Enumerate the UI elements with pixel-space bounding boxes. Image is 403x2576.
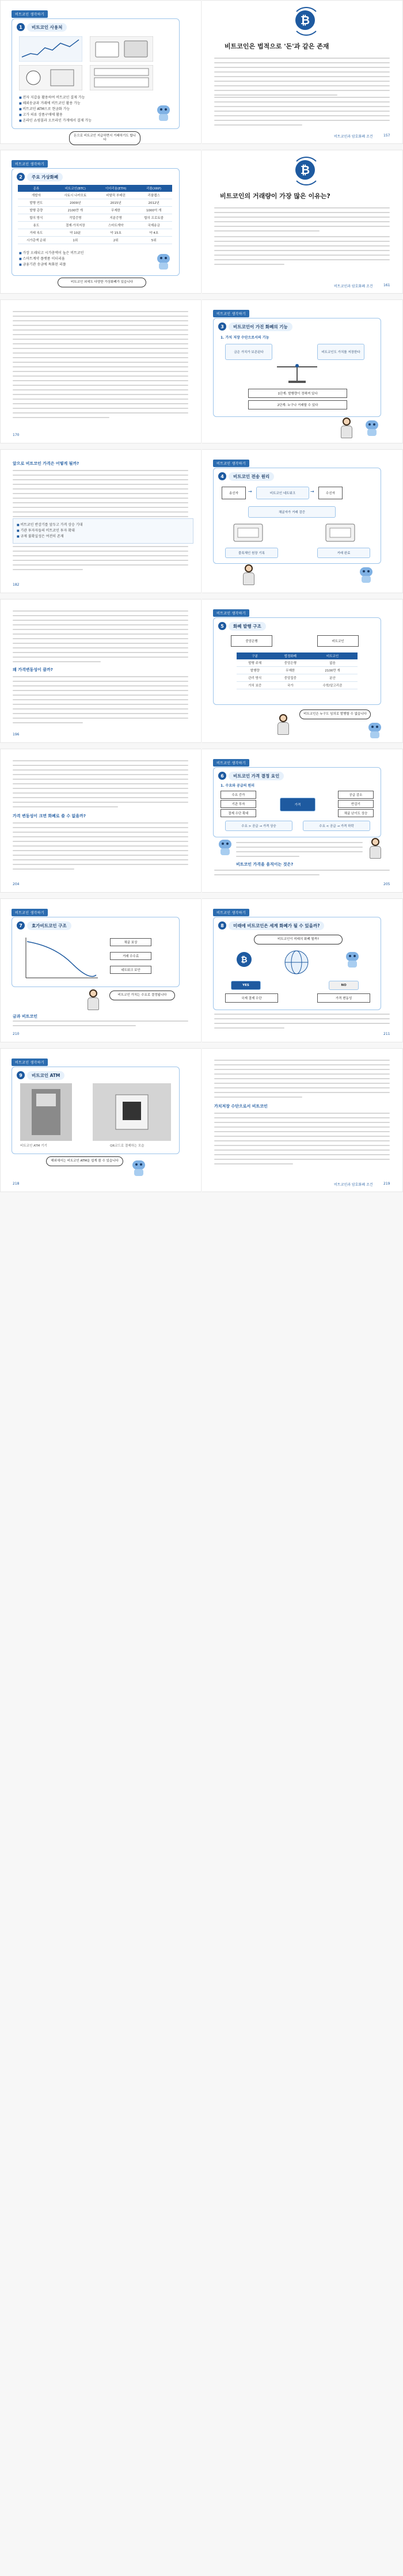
body-text: [13, 546, 188, 574]
issuance-table: [237, 652, 358, 689]
body-text: [214, 1113, 390, 1168]
question-bubble: 비트코인이 미래의 화폐 될까?: [254, 935, 343, 944]
woman-character: [86, 989, 100, 1010]
card-number: 1: [17, 23, 25, 31]
section-tag: 비트코인 생각하기: [213, 909, 249, 916]
info-card: [12, 917, 180, 987]
table-cell: 중앙은행: [273, 659, 307, 667]
bitcoin-icon: ₿: [237, 952, 252, 967]
body-text: [214, 870, 390, 879]
qr-payment-photo: [93, 1083, 171, 1141]
card-title: [218, 921, 324, 930]
page-left: [0, 898, 202, 1042]
table-cell: 발행량: [237, 667, 273, 674]
page-number: 196: [13, 733, 20, 737]
con-box: 가격 변동성: [317, 993, 370, 1003]
ledger-icon: [323, 521, 358, 544]
chapter-heading: 비트코인의 거래량이 가장 많은 이유는?: [220, 192, 330, 200]
factor-box: 반감기: [338, 800, 374, 808]
body-text: [214, 1060, 390, 1101]
robot-mascot: [157, 254, 170, 270]
card-title: [17, 22, 67, 32]
table-cell: 2009년: [55, 199, 96, 207]
info-card: [213, 617, 381, 705]
ledger-box: 블록체인 원장 기록: [225, 548, 278, 558]
table-cell: 2위: [96, 237, 135, 244]
page-background: [0, 1198, 403, 2576]
chart-thumbnail: [19, 36, 82, 62]
table-cell: 2100만 개: [55, 207, 96, 214]
page-left: [0, 1048, 202, 1192]
running-footer: 비트코인과 암호화폐 조건: [334, 284, 373, 289]
robot-mascot: [157, 105, 170, 122]
table-cell: 중앙집중: [273, 674, 307, 682]
page-number: 204: [13, 882, 20, 886]
table-header: 구분: [237, 652, 273, 659]
bullet-item: ■ 온라인 쇼핑몰과 오프라인 가게에서 결제 가능: [19, 118, 134, 124]
section-subhead: 앞으로 비트코인 가격은 어떻게 될까?: [13, 461, 79, 466]
card-bullets: [19, 95, 134, 124]
bullet-item: ■ 금융기관 송금에 특화된 리플: [19, 262, 146, 268]
body-text: [214, 97, 390, 129]
atm-thumbnail: [19, 65, 82, 90]
globe-icon: [283, 949, 310, 976]
card-number: 4: [218, 472, 226, 480]
arrow-right-icon: →: [310, 489, 314, 494]
card-number: 9: [17, 1071, 25, 1079]
table-cell: 발행 주체: [237, 659, 273, 667]
balance-scale-icon: [271, 361, 323, 384]
table-cell: 약 15초: [96, 229, 135, 237]
table-row: [237, 667, 358, 674]
info-card: [213, 318, 381, 417]
bitcoin-icon: ₿: [295, 160, 315, 180]
card-number: 8: [218, 921, 226, 930]
bullet-item: ■ 가장 오래되고 시가총액이 높은 비트코인: [19, 251, 146, 256]
body-text: [13, 610, 188, 666]
card-title: [17, 921, 71, 930]
section-tag: 비트코인 생각하기: [12, 1059, 48, 1066]
store-of-value-box: 비트코인도 가치를 저장한다: [317, 344, 364, 360]
table-cell: 사토시 나카모토: [55, 192, 96, 199]
page-number: 210: [13, 1032, 20, 1036]
table-header: 법정화폐: [273, 652, 307, 659]
page-right: [202, 299, 403, 443]
spread-5: [0, 599, 403, 743]
table-cell: 수학/알고리즘: [307, 682, 358, 689]
card-subtitle: 1. 수요와 공급의 원리: [220, 784, 255, 788]
page-right: [202, 449, 403, 593]
payment-thumbnail: [90, 36, 153, 62]
body-text: [214, 236, 390, 268]
section-tag: 비트코인 생각하기: [213, 609, 249, 617]
table-cell: 작업증명: [55, 214, 96, 222]
card-number: 7: [17, 921, 25, 930]
body-text: [13, 470, 188, 525]
yes-label: YES: [231, 981, 261, 990]
table-cell: 분산: [307, 674, 358, 682]
spread-3: [0, 299, 403, 443]
body-text: [13, 1020, 188, 1030]
label-box: 채굴 보상: [110, 938, 151, 946]
woman-character: [276, 714, 290, 735]
table-header-row: [18, 185, 172, 192]
info-card: [213, 917, 381, 1010]
body-text: [214, 1014, 390, 1032]
card-number: 6: [218, 772, 226, 780]
section-subhead: 비트코인 가격을 움직이는 것은?: [236, 862, 294, 867]
info-card: [12, 168, 180, 276]
table-cell: 약 10분: [55, 229, 96, 237]
info-card: [213, 767, 381, 837]
table-row: [237, 682, 358, 689]
atm-photo: [20, 1083, 72, 1141]
body-text: [236, 842, 363, 860]
table-cell: 합의 방식: [18, 214, 55, 222]
card-title: [218, 621, 266, 631]
table-cell: 비탈릭 부테린: [96, 192, 135, 199]
page-number: 170: [13, 433, 20, 437]
table-row: [18, 199, 172, 207]
spread-1: [0, 0, 403, 144]
table-cell: 리플랩스: [135, 192, 172, 199]
factor-box: 공급 감소: [338, 791, 374, 799]
table-header-row: [237, 652, 358, 659]
table-cell: 발행 총량: [18, 207, 55, 214]
robot-mascot: [366, 420, 378, 437]
table-header: 이더리움(ETH): [96, 185, 135, 192]
bullet-item: ■ 스마트계약 플랫폼 이더리움: [19, 256, 146, 262]
key-points: [13, 518, 193, 544]
complete-box: 거래 완료: [317, 548, 370, 558]
spread-2: [0, 150, 403, 294]
table-cell: 2100만 개: [307, 667, 358, 674]
page-number: 161: [383, 283, 390, 287]
bitcoin-icon: ₿: [295, 10, 315, 30]
card-number: 5: [218, 622, 226, 630]
table-cell: 5위: [135, 237, 172, 244]
card-title-text: 주요 가상화폐: [27, 173, 63, 181]
speech-bubble: 해외에서는 비트코인 ATM을 쉽게 볼 수 있습니다: [46, 1156, 123, 1166]
table-cell: 1위: [55, 237, 96, 244]
table-cell: 개발자: [18, 192, 55, 199]
body-text: [13, 760, 188, 811]
page-number: 219: [383, 1182, 390, 1186]
table-cell: 가치 보증: [237, 682, 273, 689]
section-subhead: 가격 변동성이 크면 화폐로 쓸 수 없을까?: [13, 814, 86, 818]
robot-mascot: [368, 723, 381, 739]
running-footer: 비트코인과 암호화폐 조건: [334, 1183, 373, 1187]
spread-4: [0, 449, 403, 593]
robot-mascot: [346, 952, 359, 968]
bullet-item: ■ 전자 지갑을 활용하여 비트코인 결제 가능: [19, 95, 134, 101]
info-card: [12, 1067, 180, 1154]
factor-box: 기관 투자: [220, 800, 256, 808]
table-cell: 관리 방식: [237, 674, 273, 682]
robot-mascot: [219, 840, 231, 856]
table-row: [18, 192, 172, 199]
bullet-item: ■ 비트코인 반감기를 앞두고 가격 상승 기대: [17, 522, 189, 528]
table-row: [18, 214, 172, 222]
page-right: [202, 749, 403, 893]
bullet-item: ■ 해외송금과 거래에 비트코인 활용 가능: [19, 101, 134, 107]
supply-curve-diagram: [20, 935, 101, 981]
section-tag: 비트코인 생각하기: [12, 10, 48, 18]
spread-8: [0, 1048, 403, 1192]
card-title: [17, 1071, 64, 1080]
section-subhead: 가치저장 수단으로서 비트코인: [214, 1104, 268, 1109]
section-subhead: 금과 비트코인: [13, 1014, 38, 1019]
table-cell: 약 4초: [135, 229, 172, 237]
pro-box: 국제 결제 수단: [225, 993, 278, 1003]
table-cell: 거래 속도: [18, 229, 55, 237]
table-cell: 합의 프로토콜: [135, 214, 172, 222]
page-number: 157: [383, 134, 390, 138]
card-title-text: 효가비트코인 구조: [27, 921, 71, 930]
page-right: [202, 1048, 403, 1192]
table-row: [237, 674, 358, 682]
page-left: [0, 599, 202, 743]
card-title-text: 비트코인 ATM: [27, 1071, 64, 1080]
spread-6: [0, 749, 403, 893]
currency-table: [18, 185, 172, 244]
page-left: [0, 299, 202, 443]
woman-character: [340, 418, 353, 438]
photo-caption: QR코드로 결제하는 모습: [110, 1144, 145, 1148]
body-text: [13, 676, 188, 727]
card-subtitle: 1. 가치 저장 수단으로서의 기능: [220, 336, 269, 340]
section-tag: 비트코인 생각하기: [213, 310, 249, 317]
table-cell: 1000억 개: [135, 207, 172, 214]
card-title-text: 비트코인 사용처: [27, 23, 67, 32]
step-box: 2단계: 누구나 거래할 수 있다: [248, 400, 347, 409]
chapter-heading: 비트코인은 법적으로 '돈'과 같은 존재: [225, 43, 329, 50]
page-left: [0, 749, 202, 893]
factor-box: 채굴 난이도 상승: [338, 809, 374, 817]
card-title: [218, 322, 292, 331]
table-cell: 무제한: [273, 667, 307, 674]
table-header: 비트코인: [307, 652, 358, 659]
table-cell: 시가총액 순위: [18, 237, 55, 244]
table-cell: 2015년: [96, 199, 135, 207]
body-text: [214, 58, 390, 99]
table-row: [18, 237, 172, 244]
table-header: 리플(XRP): [135, 185, 172, 192]
card-title-text: 화폐 발행 구조: [229, 622, 266, 631]
factor-box: 수요 증가: [220, 791, 256, 799]
speech-bubble: 비트코인 가치는 수요로 결정됩니다: [109, 991, 175, 1000]
section-subhead: 왜 가격변동성이 클까?: [13, 667, 53, 672]
central-bank-box: 중앙은행: [231, 635, 272, 647]
woman-character: [368, 838, 382, 859]
card-title-text: 비트코인 전송 원리: [229, 472, 274, 481]
card-title: [218, 472, 274, 481]
receiver-box: 수신자: [318, 487, 343, 499]
sender-box: 송신자: [222, 487, 246, 499]
card-title: [218, 771, 284, 780]
spread-7: [0, 898, 403, 1042]
miner-icon: [231, 521, 265, 544]
page-left: [0, 449, 202, 593]
result-box: 수요 > 공급 → 가격 상승: [225, 821, 292, 831]
table-cell: 없음: [307, 659, 358, 667]
bullet-item: ■ 비트코인 ATM으로 현금화 가능: [19, 107, 134, 112]
store-of-value-box: 금은 가치가 보존된다: [225, 344, 272, 360]
page-left: [0, 150, 202, 294]
running-footer: 비트코인과 암호화폐 조건: [334, 135, 373, 139]
page-right: [202, 150, 403, 294]
table-row: [237, 659, 358, 667]
price-box: 가격: [280, 798, 315, 811]
miner-box: 채굴자가 거래 검증: [248, 506, 336, 518]
label-box: 거래 수수료: [110, 952, 151, 960]
speech-bubble: 비트코인 외에도 다양한 가상화폐가 있습니다: [58, 278, 146, 287]
page-number: 218: [13, 1182, 20, 1186]
page-number: 182: [13, 583, 20, 587]
table-cell: 발행 연도: [18, 199, 55, 207]
table-header: 종류: [18, 185, 55, 192]
page-number: 205: [383, 882, 390, 886]
card-title-text: 비트코인 가격 결정 요인: [229, 772, 284, 780]
bitcoin-box: 비트코인: [317, 635, 359, 647]
table-row: [18, 222, 172, 229]
factor-box: 결제 수단 확대: [220, 809, 256, 817]
card-number: 2: [17, 173, 25, 181]
label-box: 네트워크 보안: [110, 966, 151, 974]
body-text: [13, 311, 188, 422]
section-tag: 비트코인 생각하기: [12, 160, 48, 168]
step-box: 1단계: 발행량이 정해져 있다: [248, 389, 347, 398]
body-text: [214, 207, 390, 235]
robot-mascot: [360, 567, 372, 583]
bullet-item: ■ 고가 의류 상품구매에 활용: [19, 112, 134, 118]
page-right: [202, 898, 403, 1042]
no-label: NO: [329, 981, 359, 990]
table-row: [18, 207, 172, 214]
table-cell: 용도: [18, 222, 55, 229]
table-cell: 스마트계약: [96, 222, 135, 229]
robot-mascot: [132, 1160, 145, 1177]
speech-bubble: 돈으로 비트코인 지급하면서 거래하기도 합니다: [69, 131, 140, 145]
card-title-text: 미래에 비트코인은 세계 화폐가 될 수 있을까?: [229, 921, 324, 930]
woman-character: [242, 564, 256, 585]
page-left: [0, 0, 202, 144]
table-cell: 2012년: [135, 199, 172, 207]
page-number: 211: [383, 1032, 390, 1036]
card-title: [17, 172, 63, 181]
result-box: 수요 < 공급 → 가격 하락: [303, 821, 370, 831]
bullet-item: ■ 기관 투자자들의 비트코인 투자 확대: [17, 528, 189, 534]
table-cell: 국제송금: [135, 222, 172, 229]
table-header: 비트코인(BTC): [55, 185, 96, 192]
card-title-text: 비트코인이 가진 화폐의 기능: [229, 323, 292, 331]
table-cell: 무제한: [96, 207, 135, 214]
card-bullets: [19, 251, 146, 268]
table-row: [18, 229, 172, 237]
table-cell: 지분증명: [96, 214, 135, 222]
network-box: 비트코인 네트워크: [256, 487, 309, 499]
info-card: [12, 18, 180, 129]
speech-bubble: 비트코인은 누구도 임의로 발행할 수 없습니다: [299, 710, 371, 719]
card-number: 3: [218, 323, 226, 331]
section-tag: 비트코인 생각하기: [213, 759, 249, 767]
table-cell: 국가: [273, 682, 307, 689]
section-tag: 비트코인 생각하기: [12, 909, 48, 916]
arrow-right-icon: →: [248, 489, 252, 494]
store-thumbnail: [90, 65, 153, 90]
table-cell: 결제·가치저장: [55, 222, 96, 229]
page-right: [202, 599, 403, 743]
bullet-item: ■ 규제 불확실성은 여전히 존재: [17, 534, 189, 540]
photo-caption: 비트코인 ATM 기기: [20, 1144, 47, 1148]
info-card: [213, 468, 381, 564]
page-right: [202, 0, 403, 144]
section-tag: 비트코인 생각하기: [213, 460, 249, 467]
body-text: [13, 822, 188, 873]
